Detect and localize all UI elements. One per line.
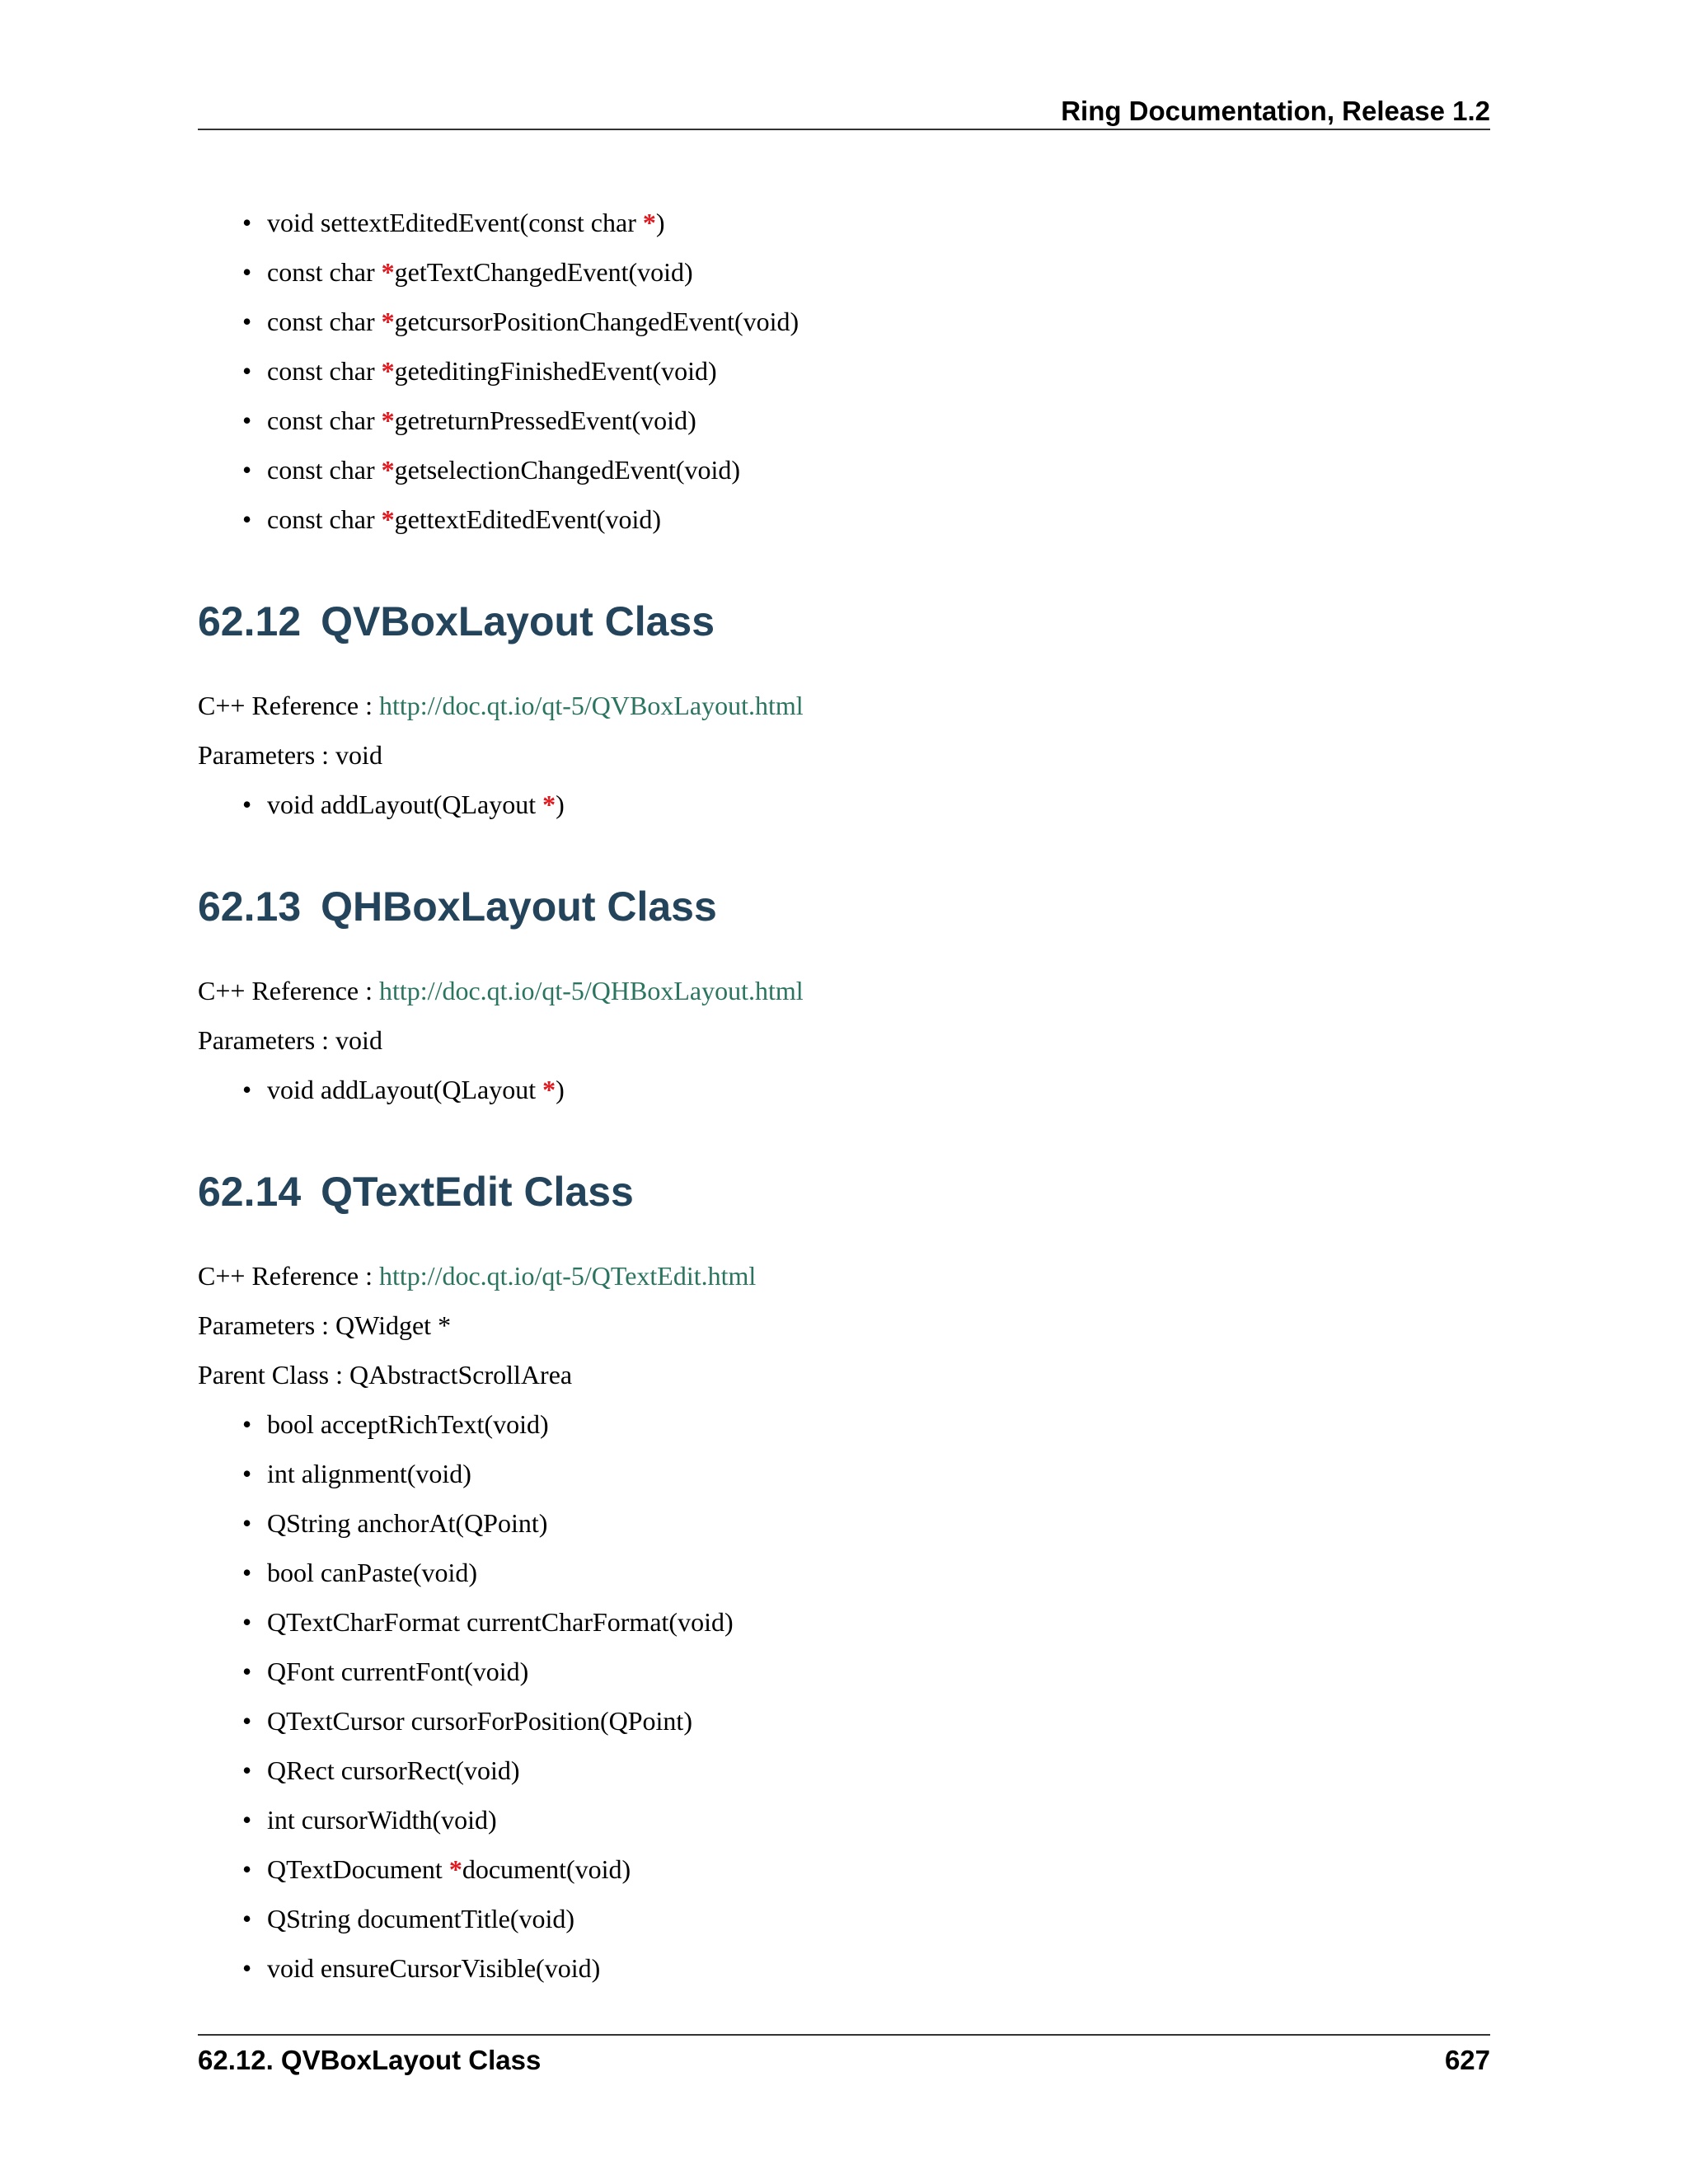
list-item: • void settextEditedEvent(const char *) bbox=[198, 198, 1490, 247]
list-item: • bool acceptRichText(void) bbox=[198, 1399, 1490, 1449]
bullet-icon: • bbox=[242, 1607, 252, 1637]
list-item: • const char *getselectionChangedEvent(void) bbox=[198, 445, 1490, 494]
page-number: 627 bbox=[1444, 2045, 1490, 2075]
pointer-star: * bbox=[381, 504, 395, 534]
page-footer bbox=[198, 2034, 1490, 2085]
page-header bbox=[198, 92, 1490, 130]
cpp-reference: C++ Reference : http://doc.qt.io/qt-5/QHBoxLayout.html bbox=[198, 976, 804, 1005]
bullet-icon: • bbox=[242, 1706, 252, 1736]
pointer-star: * bbox=[381, 405, 395, 435]
header-title: Ring Documentation, Release 1.2 bbox=[1061, 96, 1490, 126]
bullet-icon: • bbox=[242, 504, 252, 534]
section-heading-qvboxlayout bbox=[198, 597, 1490, 646]
method-list bbox=[198, 780, 1490, 829]
section-heading-qhboxlayout bbox=[198, 882, 1490, 931]
list-item: • const char *gettextEditedEvent(void) bbox=[198, 494, 1490, 544]
section-number: 62.12 bbox=[198, 598, 302, 644]
pointer-star: * bbox=[381, 257, 395, 287]
list-item: • int alignment(void) bbox=[198, 1449, 1490, 1498]
list-item: • QFont currentFont(void) bbox=[198, 1647, 1490, 1696]
list-item: • QRect cursorRect(void) bbox=[198, 1746, 1490, 1795]
list-item: • const char *getTextChangedEvent(void) bbox=[198, 247, 1490, 297]
method-list bbox=[198, 198, 1490, 544]
list-item: • int cursorWidth(void) bbox=[198, 1795, 1490, 1844]
reference-link[interactable]: http://doc.qt.io/qt-5/QVBoxLayout.html bbox=[379, 691, 804, 720]
reference-link[interactable]: http://doc.qt.io/qt-5/QHBoxLayout.html bbox=[379, 976, 804, 1005]
reference-link[interactable]: http://doc.qt.io/qt-5/QTextEdit.html bbox=[379, 1261, 757, 1291]
section-number: 62.14 bbox=[198, 1169, 302, 1215]
page-content bbox=[198, 198, 1490, 1993]
bullet-icon: • bbox=[242, 1805, 252, 1835]
method-list bbox=[198, 1399, 1490, 1993]
list-item: • void ensureCursorVisible(void) bbox=[198, 1943, 1490, 1993]
pointer-star: * bbox=[542, 1075, 556, 1104]
parent-class: Parent Class : QAbstractScrollArea bbox=[198, 1360, 573, 1390]
list-item: • const char *geteditingFinishedEvent(void) bbox=[198, 346, 1490, 396]
bullet-icon: • bbox=[242, 1508, 252, 1538]
bullet-icon: • bbox=[242, 1953, 252, 1983]
bullet-icon: • bbox=[242, 1459, 252, 1488]
list-item: • void addLayout(QLayout *) bbox=[198, 780, 1490, 829]
bullet-icon: • bbox=[242, 1075, 252, 1104]
bullet-icon: • bbox=[242, 356, 252, 386]
pointer-star: * bbox=[448, 1854, 462, 1884]
method-list bbox=[198, 1065, 1490, 1114]
parameters: Parameters : QWidget * bbox=[198, 1310, 452, 1340]
section-title: QHBoxLayout Class bbox=[321, 883, 717, 930]
section-heading-qtextedit bbox=[198, 1167, 1490, 1216]
bullet-icon: • bbox=[242, 1409, 252, 1439]
bullet-icon: • bbox=[242, 1755, 252, 1785]
bullet-icon: • bbox=[242, 790, 252, 819]
bullet-icon: • bbox=[242, 455, 252, 485]
bullet-icon: • bbox=[242, 1854, 252, 1884]
bullet-icon: • bbox=[242, 1904, 252, 1933]
list-item: • QTextCharFormat currentCharFormat(void) bbox=[198, 1597, 1490, 1647]
list-item: • bool canPaste(void) bbox=[198, 1548, 1490, 1597]
footer-section-title: 62.12. QVBoxLayout Class bbox=[198, 2045, 542, 2075]
section-title: QTextEdit Class bbox=[321, 1169, 634, 1215]
pointer-star: * bbox=[381, 455, 395, 485]
list-item: • void addLayout(QLayout *) bbox=[198, 1065, 1490, 1114]
bullet-icon: • bbox=[242, 257, 252, 287]
section-number: 62.13 bbox=[198, 883, 302, 930]
list-item: • const char *getreturnPressedEvent(void) bbox=[198, 396, 1490, 445]
pointer-star: * bbox=[381, 307, 395, 336]
cpp-reference: C++ Reference : http://doc.qt.io/qt-5/QVBoxLayout.html bbox=[198, 691, 804, 720]
cpp-reference: C++ Reference : http://doc.qt.io/qt-5/QTextEdit.html bbox=[198, 1261, 757, 1291]
pointer-star: * bbox=[642, 208, 656, 237]
list-item: • QTextCursor cursorForPosition(QPoint) bbox=[198, 1696, 1490, 1746]
pointer-star: * bbox=[381, 356, 395, 386]
list-item: • QString documentTitle(void) bbox=[198, 1894, 1490, 1943]
bullet-icon: • bbox=[242, 307, 252, 336]
bullet-icon: • bbox=[242, 1558, 252, 1587]
list-item: • QString anchorAt(QPoint) bbox=[198, 1498, 1490, 1548]
bullet-icon: • bbox=[242, 208, 252, 237]
bullet-icon: • bbox=[242, 1657, 252, 1686]
list-item: • QTextDocument *document(void) bbox=[198, 1844, 1490, 1894]
pointer-star: * bbox=[542, 790, 556, 819]
bullet-icon: • bbox=[242, 405, 252, 435]
section-title: QVBoxLayout Class bbox=[321, 598, 715, 644]
parameters: Parameters : void bbox=[198, 740, 382, 770]
list-item: • const char *getcursorPositionChangedEvent(void) bbox=[198, 297, 1490, 346]
parameters: Parameters : void bbox=[198, 1025, 382, 1055]
